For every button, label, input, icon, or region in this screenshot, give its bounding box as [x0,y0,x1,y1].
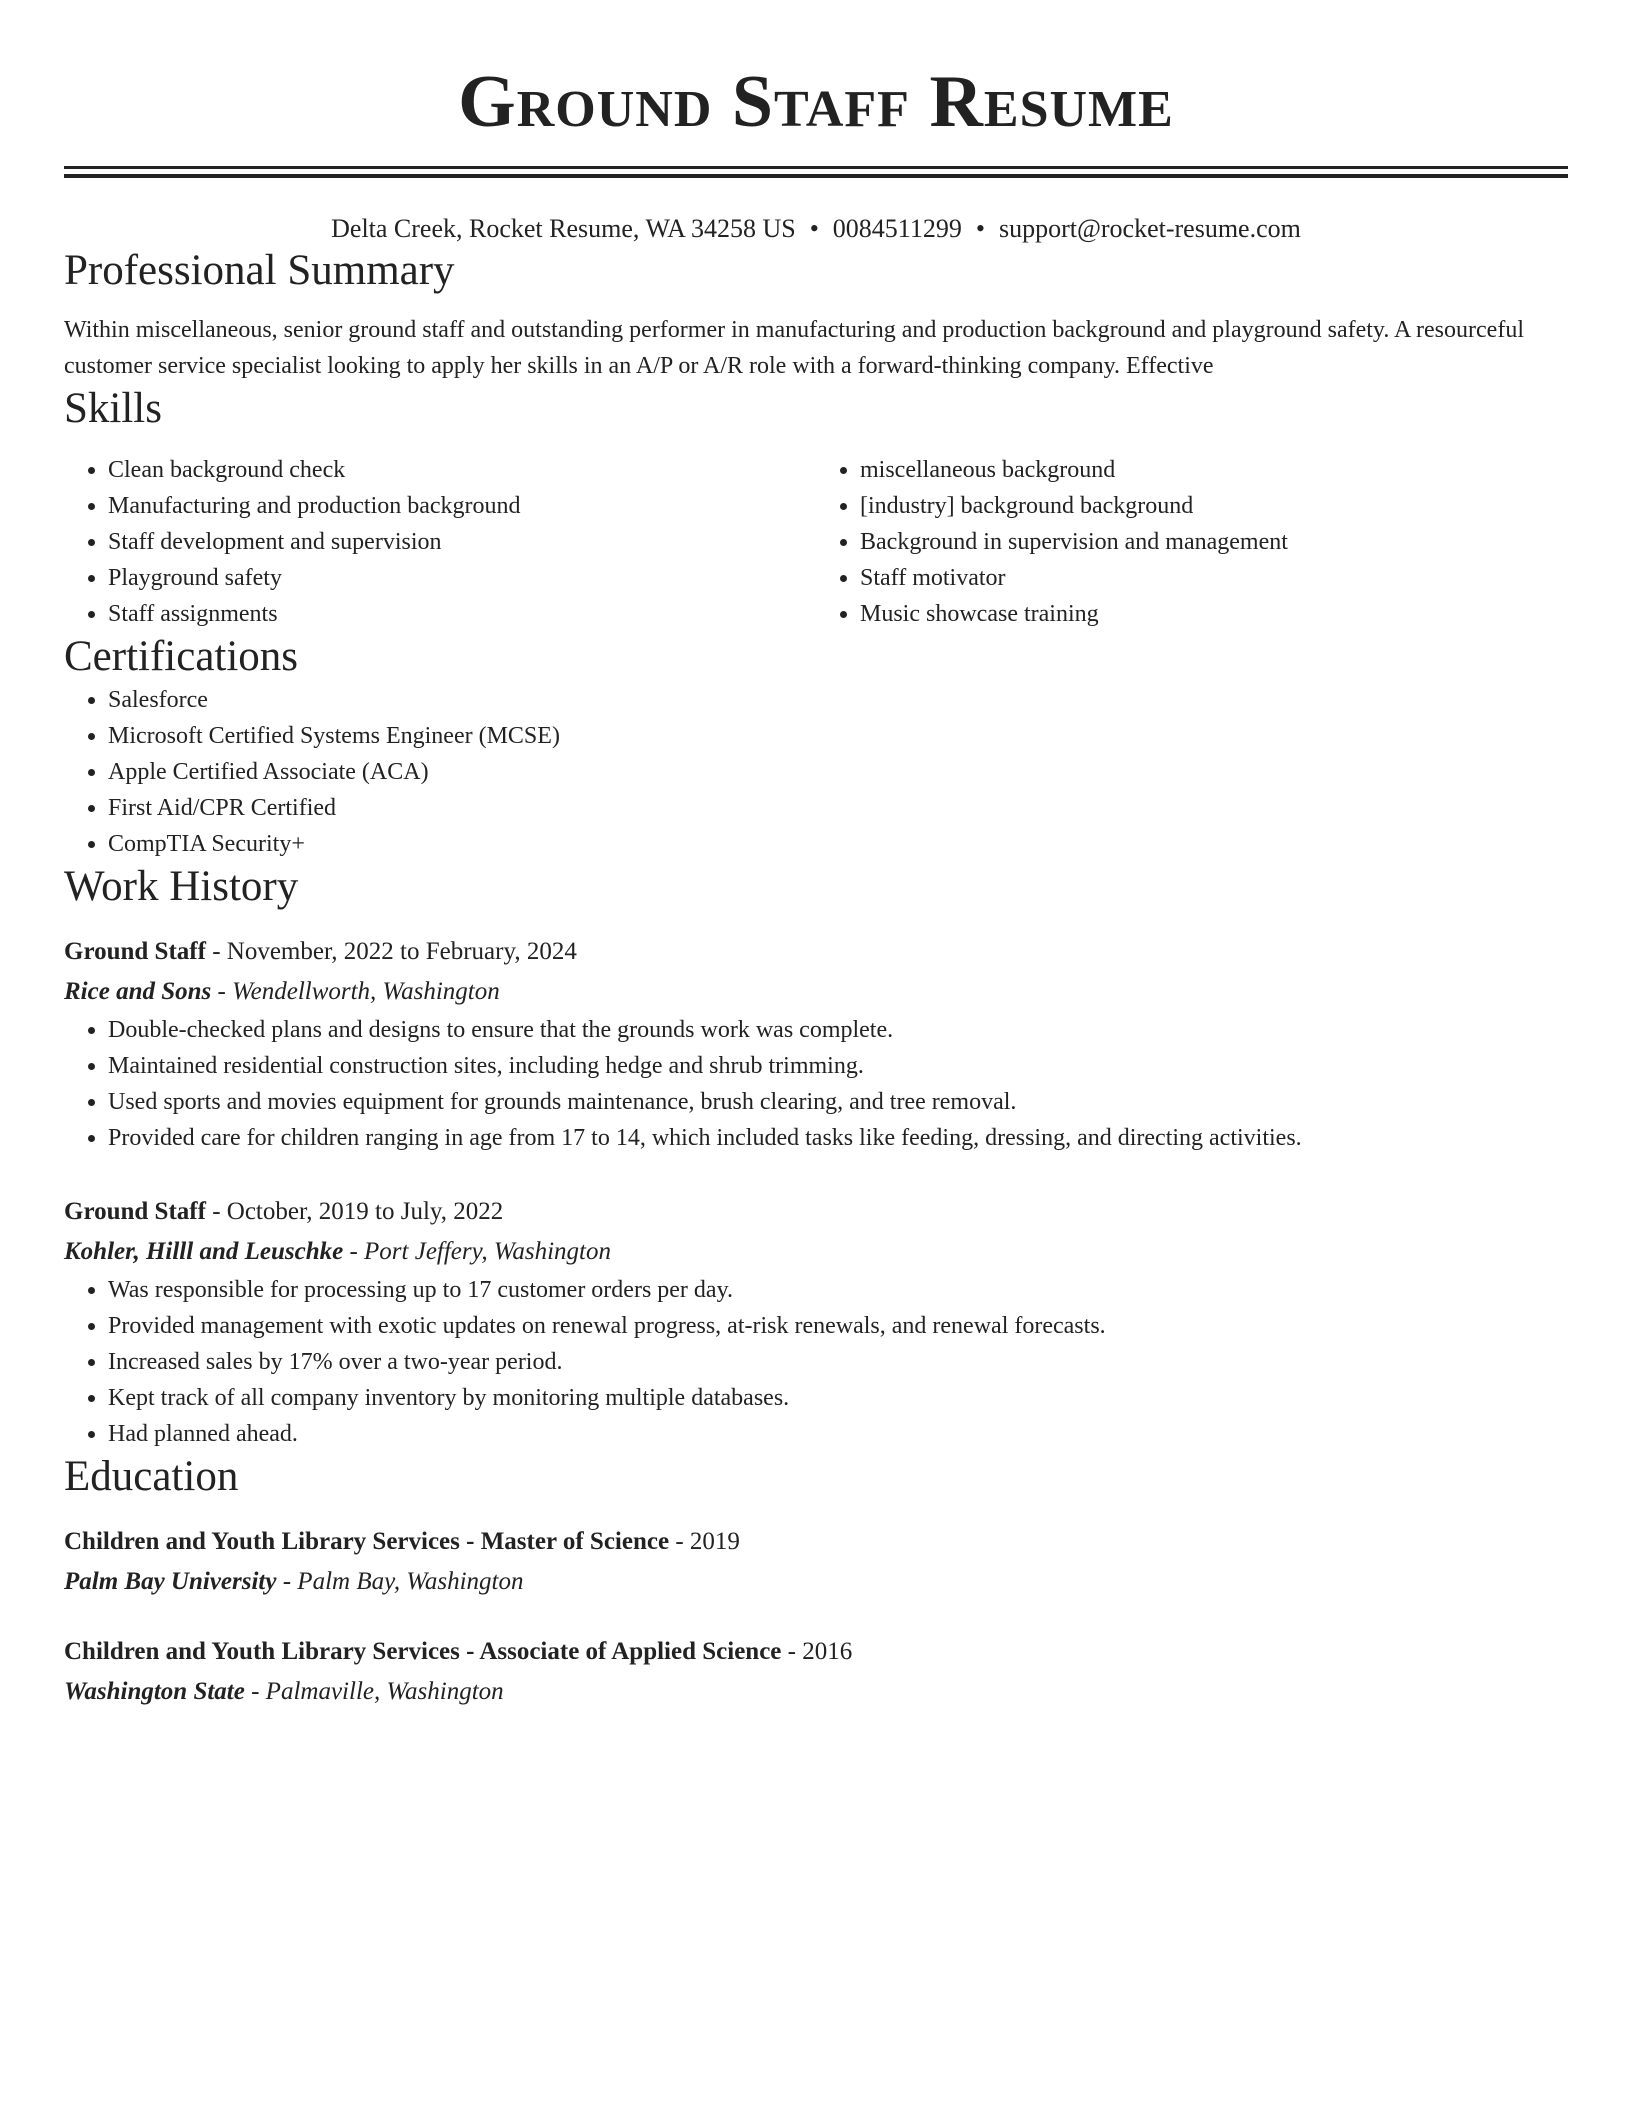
job-company: Kohler, Hilll and Leuschke [64,1238,344,1265]
job-title: Ground Staff [64,938,206,965]
job-duty-item: • Kept track of all company inventory by monitoring multiple databases. [108,1380,1568,1416]
contact-email: support@rocket-resume.com [998,214,1301,243]
skill-item: • Clean background check [108,452,816,488]
contact-address: Delta Creek, Rocket Resume, WA 34258 US [331,214,796,243]
certification-item: • Apple Certified Associate (ACA) [108,754,1568,790]
education-degree: Children and Youth Library Services - Master of Science [64,1528,670,1555]
certification-item: • Salesforce [108,682,1568,718]
certification-item: • Microsoft Certified Systems Engineer (MCSE) [108,718,1568,754]
job-dates: - October, 2019 to July, 2022 [205,1198,504,1225]
job-duties-list [64,1272,1568,1452]
certifications-heading: Certifications [64,633,299,680]
job-title-line [64,932,1568,972]
job-duty-item: • Was responsible for processing up to 17 customer orders per day. [108,1272,1568,1308]
education-school: Washington State [64,1678,245,1705]
contact-line [64,212,1568,246]
skill-item: • Staff motivator [860,560,1568,596]
skill-item: • Staff development and supervision [108,524,816,560]
contact-phone: 0084511299 [832,214,962,243]
skill-item: • Playground safety [108,560,816,596]
skill-item: • [industry] background background [860,488,1568,524]
education-degree-line [64,1632,1568,1672]
skill-item: • Manufacturing and production background [108,488,816,524]
skills-columns [64,452,1568,632]
title-divider [64,166,1568,178]
certification-item: • CompTIA Security+ [108,826,1568,862]
skill-item: • Staff assignments [108,596,816,632]
skills-list-left [64,452,816,632]
certifications-list [64,682,1568,862]
education-heading: Education [64,1453,239,1500]
job-title: Ground Staff [64,1198,206,1225]
skill-item: • Background in supervision and management [860,524,1568,560]
job-duty-item: • Maintained residential construction sites, including hedge and shrub trimming. [108,1048,1568,1084]
education-year: - 2016 [781,1638,853,1665]
skills-list-right [816,452,1568,632]
certification-item: • First Aid/CPR Certified [108,790,1568,826]
contact-separator: • [809,214,819,243]
job-duty-item: • Used sports and movies equipment for grounds maintenance, brush clearing, and tree removal. [108,1084,1568,1120]
contact-separator: • [975,214,985,243]
job-dates: - November, 2022 to February, 2024 [205,938,577,965]
education-school-line [64,1672,1568,1712]
job-duties-list [64,1012,1568,1156]
education-location: - Palm Bay, Washington [276,1568,524,1595]
education-location: - Palmaville, Washington [244,1678,504,1705]
skill-item: • miscellaneous background [860,452,1568,488]
education-school: Palm Bay University [64,1568,277,1595]
education-degree: Children and Youth Library Services - Associate of Applied Science [64,1638,782,1665]
job-location: - Port Jeffery, Washington [343,1238,612,1265]
job-duty-item: • Provided management with exotic updates on renewal progress, at-risk renewals, and renewal forecasts. [108,1308,1568,1344]
skills-heading: Skills [64,385,162,432]
job-title-line [64,1192,1568,1232]
education-degree-line [64,1522,1568,1562]
job-company-line [64,1232,1568,1272]
job-company-line [64,972,1568,1012]
job-company: Rice and Sons [64,978,212,1005]
work-history-heading: Work History [64,863,299,910]
job-duty-item: • Double-checked plans and designs to ensure that the grounds work was complete. [108,1012,1568,1048]
education-school-line [64,1562,1568,1602]
job-location: - Wendellworth, Washington [211,978,500,1005]
skill-item: • Music showcase training [860,596,1568,632]
job-duty-item: • Provided care for children ranging in age from 17 to 14, which included tasks like feeding, dressing, and directing activities. [108,1120,1568,1156]
education-year: - 2019 [669,1528,740,1555]
summary-text: Within miscellaneous, senior ground staff and outstanding performer in manufacturing and production background and playground safety. A resourceful customer service specialist looking to apply her skills in an A/P or A/R role with a forward-thinking company. Effective [64,317,1524,379]
job-duty-item: • Increased sales by 17% over a two-year period. [108,1344,1568,1380]
job-duty-item: • Had planned ahead. [108,1416,1568,1452]
page-title: Ground Staff Resume [458,61,1174,143]
summary-heading: Professional Summary [64,247,455,294]
